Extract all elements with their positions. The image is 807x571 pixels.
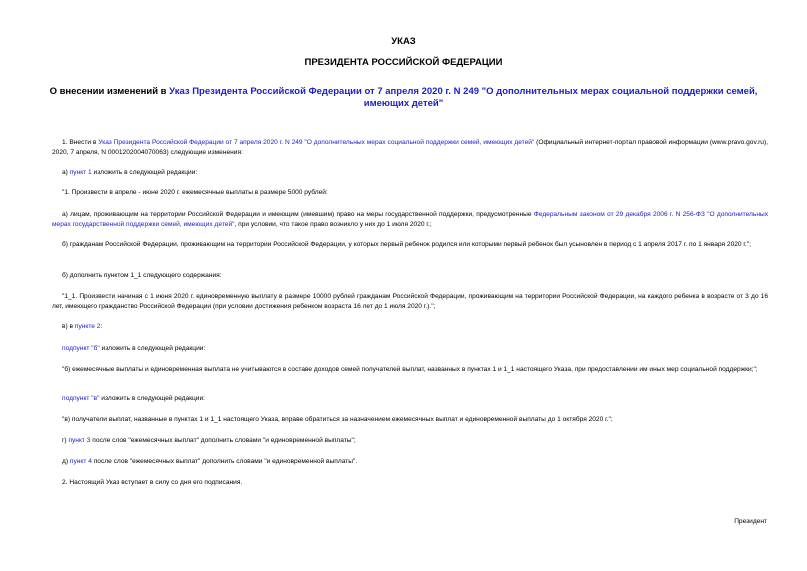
paragraph-13-pre: г)	[62, 437, 69, 444]
paragraph-9-post: изложить в следующей редакции:	[99, 345, 206, 352]
paragraph-1	[52, 138, 768, 157]
subtitle-decree-link[interactable]: Указ Президента Российской Федерации от 7 апреля 2020 г. N 249 "О дополнительных мерах социальной поддержки семей, имеющих детей"	[169, 86, 758, 109]
paragraph-14-pre: д)	[62, 458, 70, 465]
paragraph-13	[52, 436, 768, 446]
paragraph-2-post: изложить в следующей редакции:	[91, 169, 198, 176]
paragraph-8-post: :	[100, 323, 103, 330]
paragraph-11	[52, 394, 768, 404]
paragraph-14	[52, 457, 768, 467]
paragraph-1-post: (Официальный интернет-портал правовой информации (www.pravo.gov.ru), 2020, 7 апреля, N 0001202004070063) следующие изменения:	[52, 139, 768, 156]
subpoint-v-link[interactable]: подпункт "в"	[62, 395, 100, 402]
paragraph-1-pre: 1. Внести в	[62, 139, 99, 146]
paragraph-11-post: изложить в следующей редакции:	[99, 395, 206, 402]
paragraph-2	[52, 168, 768, 178]
paragraph-14-post: после слов "ежемесячных выплат" дополнить словами "и единовременной выплаты".	[91, 458, 358, 465]
federal-law-link[interactable]: Федеральным законом от 29 декабря 2006 г. N 256-ФЗ "О дополнительных мерах государственной поддержки семей, имеющих детей"	[52, 211, 768, 228]
point-3-link[interactable]: пункт 3	[68, 437, 91, 444]
paragraph-15: 2. Настоящий Указ вступает в силу со дня его подписания.	[62, 479, 243, 486]
paragraph-12: "в) получатели выплат, названные в пунктах 1 и 1_1 настоящего Указа, вправе обратиться за назначением ежемесячных выплат и единовременной выплаты до 1 октября 2020 г.";	[62, 416, 613, 423]
point-2-link[interactable]: пункте 2	[74, 323, 101, 330]
paragraph-10: "б) ежемесячные выплаты и единовременная выплата не учитываются в составе доходов семей получателей выплат, названных в пунктах 1 и 1_1 настоящего Указа, при предоставлении им иных мер социальной поддержки;";	[62, 366, 758, 373]
paragraph-2-pre: а)	[62, 169, 70, 176]
paragraph-9	[52, 344, 768, 354]
paragraph-8-pre: в) в	[62, 323, 75, 330]
signature-title: Президент	[734, 518, 767, 525]
paragraph-13-post: после слов "ежемесячных выплат" дополнить словами "и единовременной выплаты";	[90, 437, 356, 444]
subtitle-prefix: О внесении изменений в	[49, 86, 170, 97]
paragraph-7: "1_1. Произвести начиная с 1 июня 2020 г. единовременную выплату в размере 10000 рублей гражданам Российской Федерации, проживающим на территории Российской Федерации, на каждого ребенка в возрасте от 3 до 16 лет, имеющего гражданство Российской Федерации (при условии достижения ребенком возраста 16 лет до 1 июля 2020 г.).";	[52, 293, 768, 310]
paragraph-5: б) гражданам Российской Федерации, проживающим на территории Российской Федерации, у которых первый ребенок родился или которыми первый ребенок был усыновлен в период с 1 апреля 2017 г. по 1 января 2020 г.";	[62, 241, 752, 248]
paragraph-8	[52, 322, 768, 332]
paragraph-3: "1. Произвести в апреле - июне 2020 г. ежемесячные выплаты в размере 5000 рублей:	[62, 189, 328, 196]
subpoint-b-link[interactable]: подпункт "б"	[62, 345, 100, 352]
point-1-link[interactable]: пункт 1	[69, 169, 92, 176]
paragraph-4	[52, 210, 768, 229]
document-title: УКАЗ	[391, 36, 416, 47]
document-issuer: ПРЕЗИДЕНТА РОССИЙСКОЙ ФЕДЕРАЦИИ	[304, 57, 503, 68]
paragraph-6: б) дополнить пунктом 1_1 следующего содержания:	[62, 272, 222, 279]
paragraph-4-post: , при условии, что такое право возникло у них до 1 июля 2020 г.;	[234, 220, 432, 228]
paragraph-4-pre: а) лицам, проживающим на территории Российской Федерации и имеющим (имевшим) право на меры государственной поддержки, предусмотренные	[62, 211, 534, 218]
point-4-link[interactable]: пункт 4	[69, 458, 92, 465]
document-subtitle	[40, 86, 767, 110]
decree-249-link[interactable]: Указ Президента Российской Федерации от 7 апреля 2020 г. N 249 "О дополнительных мерах социальной поддержки семей, имеющих детей"	[98, 139, 535, 146]
